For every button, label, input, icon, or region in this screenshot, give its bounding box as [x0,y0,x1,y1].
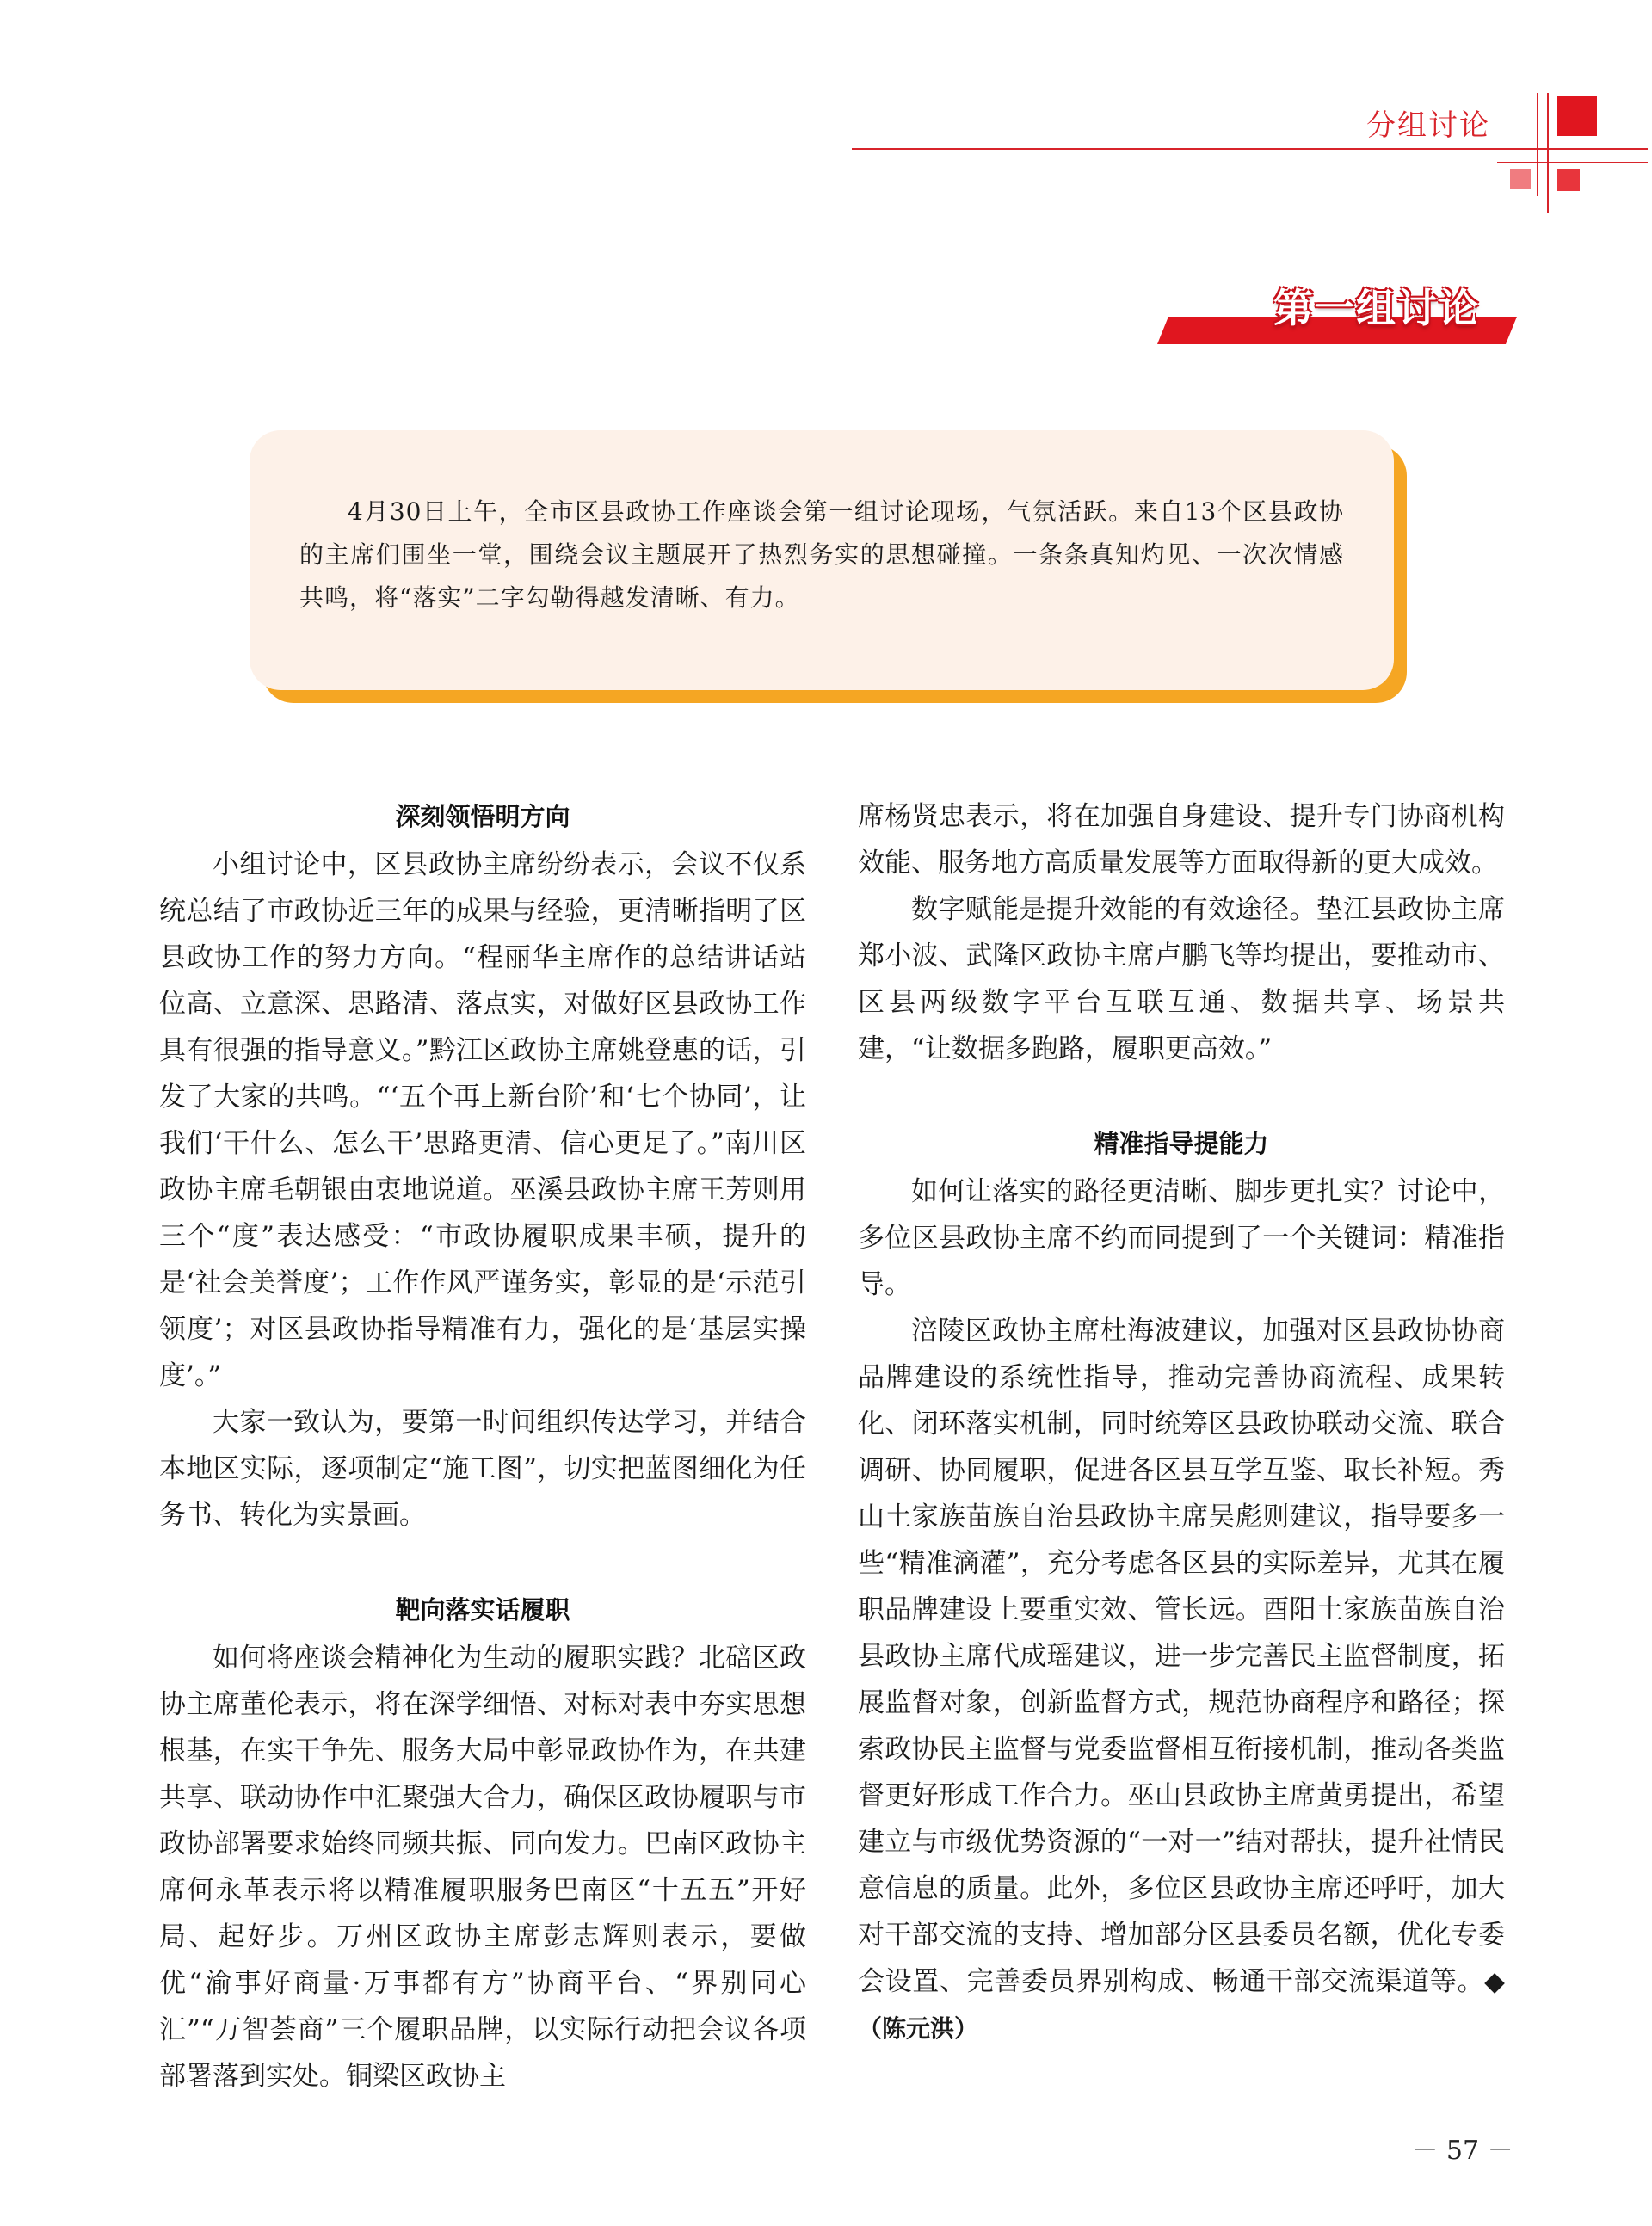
section3-paragraph-2-text: 涪陵区政协主席杜海波建议，加强对区县政协协商品牌建设的系统性指导，推动完善协商流程、成果转化、闭环落实机制，同时统筹区县政协联动交流、联合调研、协同履职，促进各区县互学互鉴、取长补短。秀山土家族苗族自治县政协主席吴彪则建议，指导要多一些“精准滴灌”，充分考虑各区县的实际差异，尤其在履职品牌建设上要重实效、管长远。酉阳土家族苗族自治县政协主席代成瑶建议，进一步完善民主监督制度，拓展监督对象，创新监督方式，规范协商程序和路径；探索政协民主监督与党委监督相互衔接机制，推动各类监督更好形成工作合力。巫山县政协主席黄勇提出，希望建立与市级优势资源的“一对一”结对帮扶，提升社情民意信息的质量。此外，多位区县政协主席还呼吁，加大对干部交流的支持、增加部分区县委员名额，优化专委会设置、完善委员界别构成、畅通干部交流渠道等。 [858,1316,1505,1997]
header-rule-short [1497,162,1648,163]
intro-box [250,430,1394,690]
intro-text: 4月30日上午，全市区县政协工作座谈会第一组讨论现场，气氛活跃。来自13个区县政协的主席们围坐一堂，围绕会议主题展开了热烈务实的思想碰撞。一条条真知灼见、一次次情感共鸣，将“落实”二字勾勒得越发清晰、有力。 [299,497,1344,612]
section-heading-3: 精准指导提能力 [1094,1129,1269,1158]
page-number: － 57 － [1412,2136,1513,2166]
section2-paragraph-1: 如何将座谈会精神化为生动的履职实践？北碚区政协主席董伦表示，将在深学细悟、对标对表中夯实思想根基，在实干争先、服务大局中彰显政协作为，在共建共享、联动协作中汇聚强大合力，确保区政协履职与市政协部署要求始终同频共振、同向发力。巴南区政协主席何永革表示将以精准履职服务巴南区“十五五”开好局、起好步。万州区政协主席彭志辉则表示，要做优“渝事好商量·万事都有方”协商平台、“界别同心汇”“万智荟商”三个履职品牌，以实际行动把会议各项部署落到实处。铜梁区政协主 [159,1643,806,2092]
section3-paragraph-2 [858,1308,1505,2052]
header-vertical-rule [1547,93,1549,213]
section-heading-1: 深刻领悟明方向 [395,802,570,831]
digital-paragraph: 数字赋能是提升效能的有效途径。垫江县政协主席郑小波、武隆区政协主席卢鹏飞等均提出，要推动市、区县两级数字平台互联互通、数据共享、场景共建，“让数据多跑路，履职更高效。” [858,894,1505,1064]
section-label: 分组讨论 [1366,108,1490,143]
continuation-paragraph: 席杨贤忠表示，将在加强自身建设、提升专门协商机构效能、服务地方高质量发展等方面取得新的更大成效。 [858,801,1505,879]
section1-paragraph-2: 大家一致认为，要第一时间组织传达学习，并结合本地区实际，逐项制定“施工图”，切实把蓝图细化为任务书、转化为实景画。 [159,1407,806,1531]
header-rule [852,148,1648,150]
decor-square-small-red [1557,169,1580,191]
section3-paragraph-1: 如何让落实的路径更清晰、脚步更扎实？讨论中，多位区县政协主席不约而同提到了一个关键词：精准指导。 [858,1176,1505,1300]
decor-square-large [1557,96,1597,136]
section-gap [159,1538,806,1585]
section1-paragraph-1: 小组讨论中，区县政协主席纷纷表示，会议不仅系统总结了市政协近三年的成果与经验，更清晰指明了区县政协工作的努力方向。“程丽华主席作的总结讲话站位高、立意深、思路清、落点实，对做好区县政协工作具有很强的指导意义。”黔江区政协主席姚登惠的话，引发了大家的共鸣。“‘五个再上新台阶’和‘七个协同’，让我们‘干什么、怎么干’思路更清、信心更足了。”南川区政协主席毛朝银由衷地说道。巫溪县政协主席王芳则用三个“度”表达感受：“市政协履职成果丰硕，提升的是‘社会美誉度’；工作作风严谨务实，彰显的是‘示范引领度’；对区县政协指导精准有力，强化的是‘基层实操度’。” [159,849,806,1391]
left-column [159,792,806,2100]
banner-title: 第一组讨论 [1273,285,1480,331]
author-credit: （陈元洪） [858,2014,979,2043]
decor-square-small-pink [1510,169,1531,189]
section-heading-2: 靶向落实话履职 [395,1595,570,1625]
section-gap [858,1072,1505,1119]
end-mark: ◆ [1484,1966,1505,1997]
right-column [858,792,1505,2052]
header-vertical-rule-2 [1537,93,1538,196]
